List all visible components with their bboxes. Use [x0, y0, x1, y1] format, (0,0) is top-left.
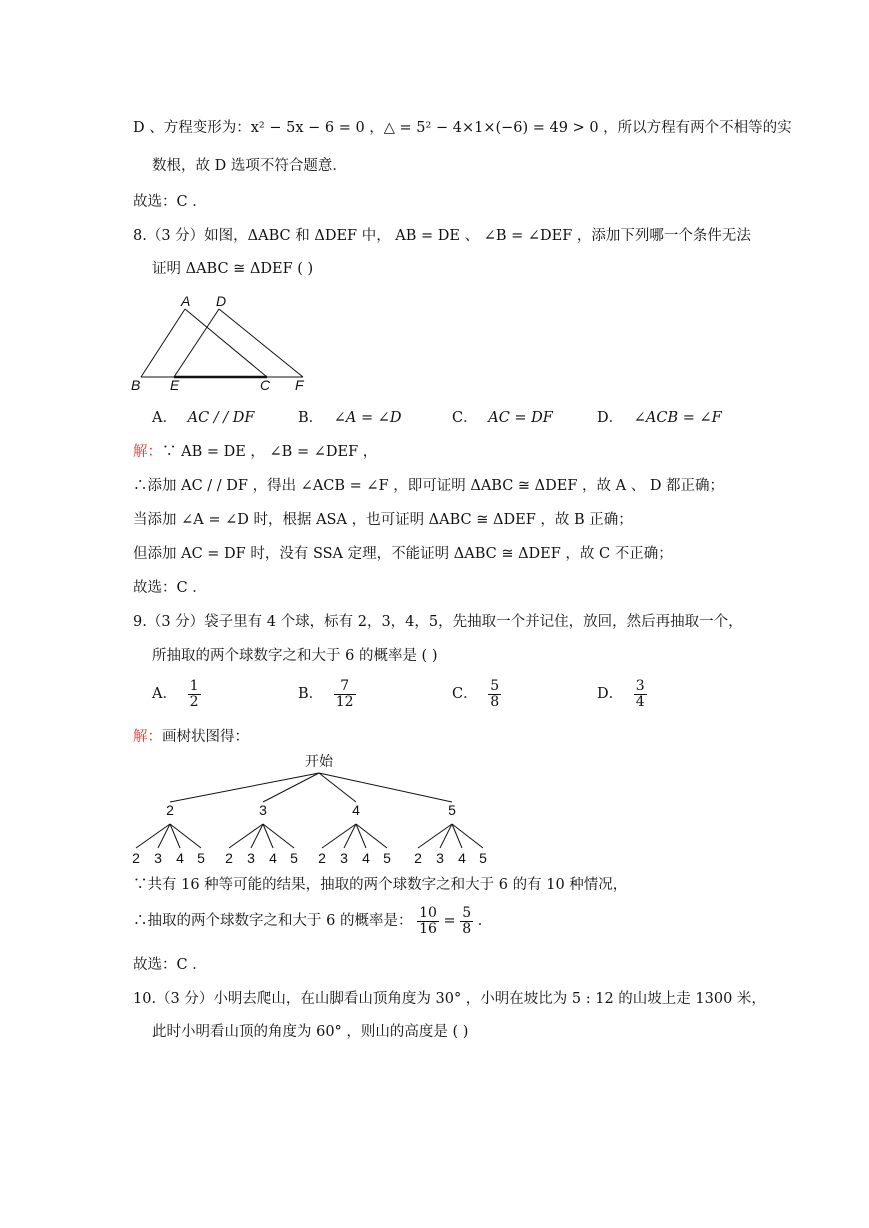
result-fraction-1: [417, 906, 439, 936]
tree-node-first-2: 2: [166, 802, 174, 818]
fraction-numerator: 3: [635, 678, 645, 694]
option-label: C．: [452, 685, 478, 702]
tree-leaf-2-5: 5: [197, 850, 205, 866]
q8-option-c: [452, 411, 553, 426]
tree-leaf-4-4: 4: [362, 850, 370, 866]
result-fraction-2: [460, 906, 473, 936]
option-text: ∠A = ∠D: [333, 410, 402, 426]
tree-leaf-2-3: 3: [154, 850, 162, 866]
tree-branch-4-to-3: [344, 824, 356, 848]
q9-option-b: [298, 679, 356, 709]
fraction-denominator: 4: [635, 693, 645, 710]
fraction-numerator: 5: [490, 678, 500, 694]
line-ac: [185, 309, 267, 377]
q8-stem-line2: 证明 ΔABC ≅ ΔDEF ( ): [152, 261, 314, 277]
tree-leaf-5-3: 3: [436, 850, 444, 866]
fraction-numerator: 5: [462, 905, 472, 921]
option-label: B．: [298, 410, 324, 426]
label-f: F: [295, 377, 304, 393]
tree-leaf-2-2: 2: [132, 850, 140, 866]
fraction-numerator: 10: [419, 905, 437, 921]
fraction-denominator: 2: [189, 693, 199, 710]
tree-leaf-5-5: 5: [479, 850, 487, 866]
q9-option-c: [452, 679, 501, 709]
q9-tree-diagram: [125, 748, 505, 872]
label-c: C: [260, 377, 271, 393]
q8-stem-line1: 8.（3 分）如图，ΔABC 和 ΔDEF 中， AB = DE 、 ∠B = ∠DEF ，添加下列哪一个条件无法: [133, 228, 751, 244]
tree-node-first-3: 3: [259, 802, 267, 818]
solution-text: 画树状图得：: [162, 729, 249, 745]
q7-option-d-line2: 数根，故 D 选项不符合题意．: [152, 158, 347, 174]
q9-solution-line1: ∵共有 16 种等可能的结果，抽取的两个球数字之和大于 6 的有 10 种情况，: [133, 877, 628, 893]
tree-branch-3-to-2: [229, 824, 263, 848]
sentence-end: ．: [477, 912, 493, 929]
fraction-numerator: 1: [189, 678, 199, 694]
line-df: [219, 309, 303, 377]
q9-option-d: [597, 679, 647, 709]
tree-branch-5-to-2: [418, 824, 452, 848]
tree-leaf-3-4: 4: [269, 850, 277, 866]
q8-solution-line3: 当添加 ∠A = ∠D 时，根据 ASA ，也可证明 ΔABC ≅ ΔDEF ，故 B 正确；: [133, 512, 633, 528]
tree-branch-4-to-2: [322, 824, 356, 848]
q8-triangle-figure: [128, 290, 318, 396]
tree-leaf-3-5: 5: [290, 850, 298, 866]
label-b: B: [131, 377, 141, 393]
q7-answer: 故选：C ．: [133, 194, 207, 210]
q8-option-d: [597, 411, 722, 426]
option-text: AC / / DF: [187, 410, 255, 426]
tree-node-first-4: 4: [352, 802, 360, 818]
q10-stem-line1: 10.（3 分）小明去爬山，在山脚看山顶角度为 30° ，小明在坡比为 5 : 12 的山坡上走 1300 米，: [133, 991, 766, 1007]
fraction-denominator: 16: [419, 920, 437, 937]
tree-leaf-5-4: 4: [458, 850, 466, 866]
q8-solution-line1: [133, 445, 377, 460]
tree-leaf-4-2: 2: [318, 850, 326, 866]
solution-text: ∴抽取的两个球数字之和大于 6 的概率是：: [133, 912, 413, 929]
q9-answer: 故选：C ．: [133, 957, 207, 973]
option-text: ∠ACB = ∠F: [633, 410, 722, 426]
label-d: D: [216, 293, 227, 309]
q7-option-d-line1: D 、方程变形为：x² − 5x − 6 = 0 ，△ = 5² − 4×1×(−6) = 49 > 0 ，所以方程有两个不相等的实: [133, 120, 792, 136]
option-label: C．: [452, 410, 478, 426]
tree-node-labels: [132, 802, 487, 866]
tree-leaf-3-3: 3: [247, 850, 255, 866]
tree-root-label: 开始: [305, 753, 333, 769]
q8-solution-line4: 但添加 AC = DF 时，没有 SSA 定理，不能证明 ΔABC ≅ ΔDEF ，故 C 不正确；: [133, 546, 673, 562]
tree-branches: [136, 773, 483, 848]
fraction-denominator: 8: [490, 693, 500, 710]
q8-solution-line2: ∴添加 AC / / DF ，得出 ∠ACB = ∠F ，即可证明 ΔABC ≅ ΔDEF ，故 A 、 D 都正确；: [133, 478, 725, 494]
tree-leaf-5-2: 2: [414, 850, 422, 866]
tree-node-first-5: 5: [448, 802, 456, 818]
label-e: E: [170, 377, 180, 393]
q8-option-b: [298, 411, 402, 426]
equals-sign: =: [443, 912, 456, 929]
option-label: B．: [298, 685, 324, 702]
tree-branch-5-to-3: [440, 824, 452, 848]
tree-branch-2-to-2: [136, 824, 170, 848]
q8-option-a: [152, 411, 254, 426]
q9-option-a: [152, 679, 201, 709]
option-label: A．: [152, 685, 177, 702]
tree-leaf-3-2: 2: [225, 850, 233, 866]
line-ba: [141, 309, 185, 377]
q8-answer: 故选：C ．: [133, 580, 207, 596]
option-fraction: [188, 679, 201, 709]
option-label: D．: [597, 410, 624, 426]
option-fraction: [334, 679, 356, 709]
tree-branch-root-to-5: [319, 773, 452, 802]
option-label: A．: [152, 410, 177, 426]
fraction-numerator: 7: [334, 679, 356, 695]
q10-stem-line2: 此时小明看山顶的角度为 60° ，则山的高度是 ( ): [152, 1024, 469, 1040]
fraction-denominator: 12: [335, 693, 354, 710]
label-a: A: [181, 293, 191, 309]
option-fraction: [634, 679, 647, 709]
solution-text: ∵ AB = DE ， ∠B = ∠DEF ，: [162, 444, 378, 460]
tree-branch-3-to-3: [251, 824, 263, 848]
line-ed: [174, 309, 219, 377]
tree-branch-root-to-3: [263, 773, 319, 802]
option-fraction: [488, 679, 501, 709]
q9-solution-line2: [133, 906, 492, 936]
solution-tag: 解：: [133, 729, 162, 745]
option-text: AC = DF: [488, 410, 553, 426]
tree-leaf-2-4: 4: [176, 850, 184, 866]
tree-leaf-4-5: 5: [383, 850, 391, 866]
tree-branch-root-to-2: [170, 773, 319, 802]
tree-leaf-4-3: 3: [340, 850, 348, 866]
tree-branch-2-to-3: [158, 824, 170, 848]
option-label: D．: [597, 685, 624, 702]
q9-solution-intro: [133, 730, 249, 745]
fraction-denominator: 8: [462, 920, 472, 937]
q9-stem-line1: 9.（3 分）袋子里有 4 个球，标有 2，3，4，5，先抽取一个并记住，放回，然后再抽取一个，: [133, 614, 743, 630]
q9-stem-line2: 所抽取的两个球数字之和大于 6 的概率是 ( ): [152, 648, 438, 664]
solution-tag: 解：: [133, 444, 162, 460]
